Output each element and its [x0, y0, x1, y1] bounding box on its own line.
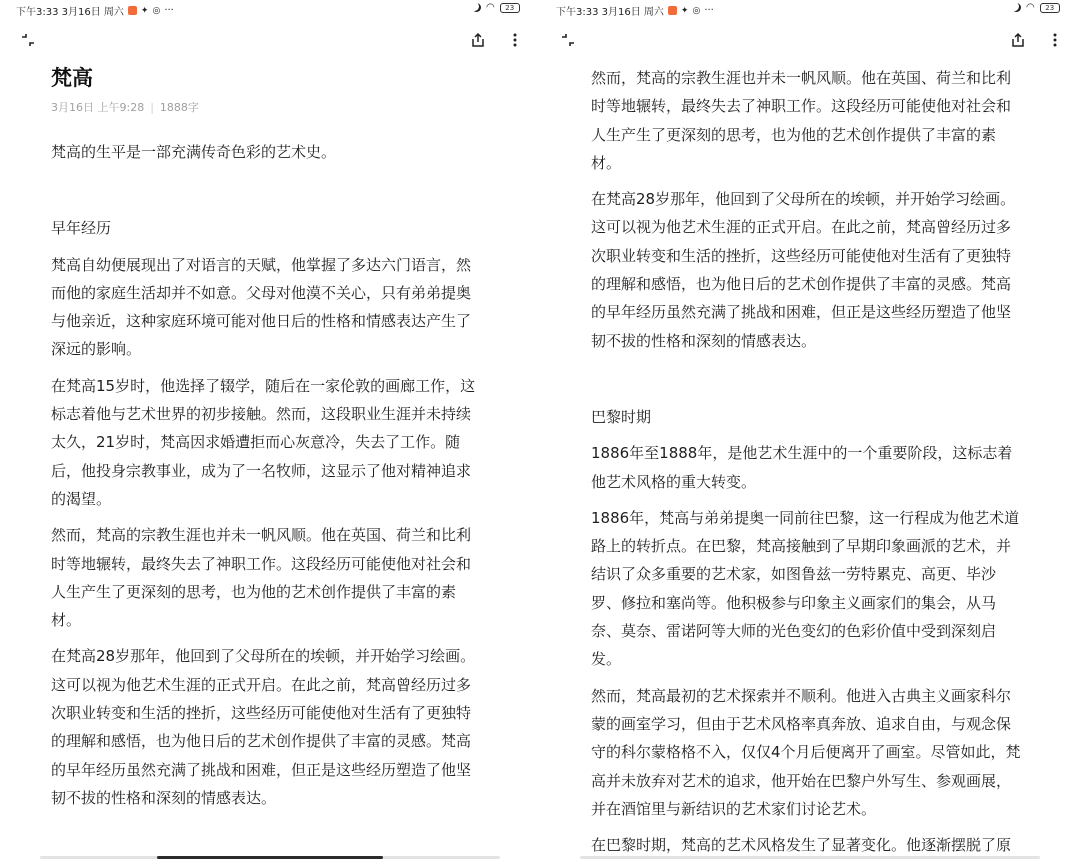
status-more-dots-right: ··· [704, 5, 714, 16]
wifi-icon: ◠ [1026, 2, 1035, 13]
note-title[interactable]: 梵高 [51, 66, 93, 90]
more-vertical-icon[interactable] [505, 30, 525, 50]
status-time: 下午3:33 3月16日 周六 [16, 7, 124, 18]
section-heading-paris: 巴黎时期 [591, 407, 652, 426]
battery-icon: 23 [500, 3, 520, 13]
app-notification-icon-2: ✦ [680, 5, 689, 16]
collapse-icon[interactable] [558, 30, 578, 50]
collapse-icon[interactable] [18, 30, 38, 50]
paragraph: 在梵高28岁那年，他回到了父母所在的埃顿，并开始学习绘画。这可以视为他艺术生涯的正式开启。在此之前，梵高曾经历过多次职业转变和生活的挫折，这些经历可能使他对生活有了更独特的理解和感悟，也为他日后的艺术创作提供了丰富的灵感。梵高的早年经历虽然充满了挑战和困难，但正是这些经历塑造了他坚韧不拔的性格和深刻的情感表达。 [591, 190, 1016, 350]
section-heading-early-life: 早年经历 [51, 219, 112, 238]
paragraph: 梵高自幼便展现出了对语言的天赋，他掌握了多达六门语言，然而他的家庭生活却并不如意。父母对他漠不关心，只有弟弟提奥与他亲近，这种家庭环境可能对他日后的性格和情感表达产生了深远的影响。 [51, 255, 472, 359]
paragraph: 在梵高28岁那年，他回到了父母所在的埃顿，并开始学习绘画。这可以视为他艺术生涯的正式开启。在此之前，梵高曾经历过多次职业转变和生活的挫折，这些经历可能使他对生活有了更独特的理解和感悟，也为他日后的艺术创作提供了丰富的灵感。梵高的早年经历虽然充满了挑战和困难，但正是这些经历塑造了他坚韧不拔的性格和深刻的情感表达。 [51, 647, 476, 807]
note-meta [51, 100, 483, 116]
wifi-icon: ◠ [486, 2, 495, 13]
note-body-scrolled[interactable] [591, 64, 1023, 864]
paragraph: 然而，梵高的宗教生涯也并未一帆风顺。他在英国、荷兰和比利时等地辗转，最终失去了神职工作。这段经历可能使他对社会和人生产生了更深刻的思考，也为他的艺术创作提供了丰富的素材。 [591, 69, 1012, 172]
app-notification-icon-3: ◎ [152, 5, 161, 16]
window-handle-left[interactable] [157, 856, 383, 859]
note-intro: 梵高的生平是一部充满传奇色彩的艺术史。 [51, 143, 337, 161]
app-notification-icon-2: ✦ [140, 5, 149, 16]
meta-divider: | [150, 101, 154, 114]
more-vertical-icon[interactable] [1045, 30, 1065, 50]
paragraph: 然而，梵高最初的艺术探索并不顺利。他进入古典主义画家科尔蒙的画室学习，但由于艺术风格率真奔放、追求自由，与观念保守的科尔蒙格格不入，仅仅4个月后便离开了画室。尽管如此，梵高并未放弃对艺术的追求，他开始在巴黎户外写生、参观画展，并在酒馆里与新结识的艺术家们讨论艺术。 [591, 686, 1021, 818]
status-more-dots: ··· [164, 5, 174, 16]
share-icon[interactable] [1008, 30, 1028, 50]
paragraph: 在梵高15岁时，他选择了辍学，随后在一家伦敦的画廊工作，这标志着他与艺术世界的初步接触。然而，这段职业生涯并未持续太久，21岁时，梵高因求婚遭拒而心灰意冷，失去了工作。随后，他投身宗教事业，成为了一名牧师，这显示了他对精神追求的渴望。 [51, 376, 476, 508]
note-body[interactable] [51, 64, 483, 820]
share-icon[interactable] [468, 30, 488, 50]
paragraph: 在巴黎时期，梵高的艺术风格发生了显著变化。他逐渐摆脱了原 [591, 836, 1012, 855]
paragraph: 1886年，梵高与弟弟提奥一同前往巴黎，这一行程成为他艺术道路上的转折点。在巴黎，梵高接触到了早期印象画派的艺术，并结识了众多重要的艺术家，如图鲁兹一劳特累克、高更、毕沙罗、修拉和塞尚等。他积极参与印象主义画家们的集会，从马奈、莫奈、雷诺阿等大师的光色变幻的色彩价值中受到深刻启发。 [591, 508, 1020, 669]
app-notification-icon-3: ◎ [692, 5, 701, 16]
battery-icon: 23 [1040, 3, 1060, 13]
status-time-right: 下午3:33 3月16日 周六 [556, 7, 664, 18]
scroll-track-right [580, 856, 1040, 859]
note-pane-right [540, 0, 1080, 864]
paragraph: 1886年至1888年，是他艺术生涯中的一个重要阶段，这标志着他艺术风格的重大转变。 [591, 444, 1013, 491]
note-word-count: 1888字 [159, 101, 199, 114]
note-date: 3月16日 上午9:28 [51, 101, 145, 114]
paragraph: 然而，梵高的宗教生涯也并未一帆风顺。他在英国、荷兰和比利时等地辗转，最终失去了神职工作。这段经历可能使他对社会和人生产生了更深刻的思考，也为他的艺术创作提供了丰富的素材。 [51, 526, 472, 630]
